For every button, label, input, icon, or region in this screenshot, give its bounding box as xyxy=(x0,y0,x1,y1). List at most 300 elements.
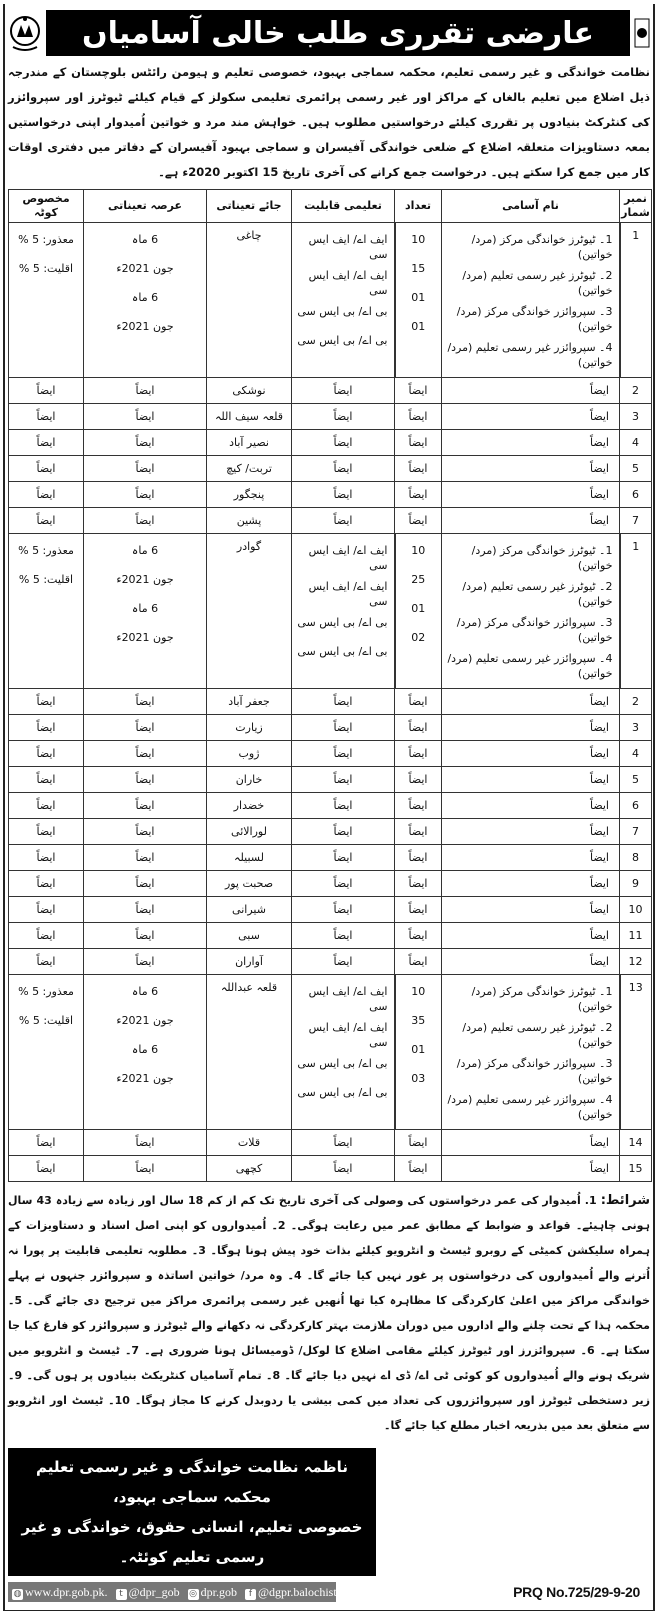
serial-cell xyxy=(620,404,652,430)
table-body xyxy=(9,223,652,1182)
qualification-cell xyxy=(292,845,395,871)
qualification-cell xyxy=(292,223,395,378)
count-cell xyxy=(395,741,442,767)
quota-cell xyxy=(9,793,84,819)
location: پنجگور xyxy=(233,488,265,501)
location: کچھی xyxy=(235,1162,263,1175)
location-cell xyxy=(207,793,292,819)
post-name: 2۔ ٹیوٹرز غیر رسمی تعلیم (مرد/خواتین) xyxy=(462,580,613,608)
post-name-cell xyxy=(442,793,620,819)
duration: جون 2021ء xyxy=(116,573,174,586)
duration-cell xyxy=(84,689,207,715)
same-as-above: ایضاً xyxy=(135,436,155,449)
same-as-above: ایضاً xyxy=(589,1136,609,1149)
location: جعفر آباد xyxy=(228,695,270,708)
same-as-above: ایضاً xyxy=(135,384,155,397)
count-cell xyxy=(395,223,442,378)
serial-cell xyxy=(620,871,652,897)
post-count: 10 xyxy=(411,233,426,246)
qualification: بی اے/ بی ایس سی xyxy=(297,305,388,318)
qualification-cell xyxy=(292,715,395,741)
post-name-cell xyxy=(442,508,620,534)
same-as-above: ایضاً xyxy=(589,929,609,942)
website-text: www.dpr.gob.pk. xyxy=(25,1584,108,1599)
header-duration: عرصہ تعیناتی xyxy=(84,190,207,223)
serial-cell xyxy=(620,975,652,1130)
post-name-cell xyxy=(442,1156,620,1182)
post-name-cell xyxy=(442,456,620,482)
same-as-above: ایضاً xyxy=(36,903,56,916)
same-as-above: ایضاً xyxy=(135,721,155,734)
post-name-cell xyxy=(442,845,620,871)
post-name-cell xyxy=(442,819,620,845)
post-name-cell xyxy=(442,897,620,923)
qualification-cell xyxy=(292,819,395,845)
qualification: بی اے/ بی ایس سی xyxy=(297,616,388,629)
post-count: 35 xyxy=(411,1014,426,1027)
same-as-above: ایضاً xyxy=(36,877,56,890)
same-as-above: ایضاً xyxy=(589,488,609,501)
table-row xyxy=(9,741,652,767)
same-as-above: ایضاً xyxy=(333,462,353,475)
header-post-name: نام آسامی xyxy=(442,190,620,223)
same-as-above: ایضاً xyxy=(135,695,155,708)
advertisement-frame xyxy=(3,4,655,1611)
table-row xyxy=(9,404,652,430)
post-count: 10 xyxy=(411,985,426,998)
header-quota: مخصوص کوٹہ xyxy=(9,190,84,223)
location-cell xyxy=(207,1156,292,1182)
qualification-cell xyxy=(292,1130,395,1156)
table-row xyxy=(9,689,652,715)
facebook-text: @dgpr.balochistan xyxy=(257,1584,348,1599)
website-link[interactable] xyxy=(12,1585,108,1600)
count-cell xyxy=(395,715,442,741)
same-as-above: ایضاً xyxy=(333,799,353,812)
same-as-above: ایضاً xyxy=(333,436,353,449)
serial-number: 4 xyxy=(632,747,639,760)
conditions-text: 1. اُمیدوار کی عمر درخواستوں کی وصولی کی آخری تاریخ تک کم از کم 18 سال اور زیادہ سے زیادہ 43 سال ہونی چاہیئے۔ قواعد و ضوابط کے مطابق عمر میں رعایت ہوگی۔ 2۔ اُمیدواروں کو اپنی اصل اسناد و دستاویزات کے ہمراہ سلیکشن کمیٹی کے روبرو ٹیسٹ و انٹرویو کیلئے بذات خود پیش ہونا ہوگا۔ 3۔ مطلوبہ تعلیمی قابلیت پر پورا نہ اُترنے والے اُمیدواروں کی درخواستوں پر غور نہیں کیا جائے گا۔ 4۔ وہ مرد/ خواتین اساتذہ و سپروائزر جنہوں نے پہلے خواندگی مراکز میں اعلیٰ کارکردگی کا مظاہرہ کیا تھا اُنھیں غیر رسمی پرائمری مراکز میں ترجیح دی جائے گی۔ 5۔ محکمہ ہذا کے تحت چلنے والے اداروں میں دوران ملازمت بہتر کارکردگی نہ دکھانے والے ٹیوٹرز و سپروائزر کو فارغ کیا جا سکتا ہے۔ 6۔ سپروائزرز اور ٹیوٹرز کیلئے مقامی اضلاع کا لوکل/ ڈومیسائل ہونا ضروری ہے۔ 7۔ ٹیسٹ و انٹرویو میں شریک ہونے والے اُمیدواروں کو کوئی ٹی اے/ ڈی اے نہیں دیا جائے گا۔ 8۔ تمام آسامیاں کنٹریکٹ بنیادوں پر ہوں گی۔ 9۔ زیر دستخطی ٹیوٹرز اور سپروائزروں کی تعداد میں کمی بیشی یا ردوبدل کرنے کا مجاز ہوگا۔ 10۔ ٹیسٹ اور انٹرویو سے متعلق بعد میں بذریعہ اخبار مطلع کیا جائے گا۔ xyxy=(8,1194,651,1432)
count-cell xyxy=(395,482,442,508)
header-location: جائے تعیناتی xyxy=(207,190,292,223)
quota-cell xyxy=(9,482,84,508)
same-as-above: ایضاً xyxy=(333,747,353,760)
location-cell xyxy=(207,819,292,845)
instagram-text: dpr.gob xyxy=(200,1584,237,1599)
duration-cell xyxy=(84,456,207,482)
post-name: 2۔ ٹیوٹرز غیر رسمی تعلیم (مرد/خواتین) xyxy=(462,269,613,297)
quota-cell xyxy=(9,689,84,715)
qualification: ایف اے/ ایف ایس سی xyxy=(308,1021,388,1049)
table-row xyxy=(9,534,652,689)
department-seal-icon xyxy=(634,11,650,55)
same-as-above: ایضاً xyxy=(135,799,155,812)
header-count: تعداد xyxy=(395,190,442,223)
qualification-cell xyxy=(292,1156,395,1182)
location: قلعہ سیف اللہ xyxy=(214,410,284,423)
duration-cell xyxy=(84,793,207,819)
same-as-above: ایضاً xyxy=(408,514,428,527)
serial-cell xyxy=(620,508,652,534)
count-cell xyxy=(395,975,442,1130)
table-row xyxy=(9,482,652,508)
qualification: بی اے/ بی ایس سی xyxy=(297,1057,388,1070)
office-line-2: خصوصی تعلیم، انسانی حقوق، خواندگی و غیر رسمی تعلیم کوئٹہ۔ xyxy=(21,1518,363,1566)
location-cell xyxy=(207,975,292,1130)
serial-number: 1 xyxy=(632,540,640,553)
qualification: بی اے/ بی ایس سی xyxy=(297,1086,388,1099)
serial-cell xyxy=(620,949,652,975)
qualification-cell xyxy=(292,741,395,767)
post-name: 2۔ ٹیوٹرز غیر رسمی تعلیم (مرد/خواتین) xyxy=(462,1021,613,1049)
count-cell xyxy=(395,378,442,404)
same-as-above: ایضاً xyxy=(333,773,353,786)
serial-cell xyxy=(620,715,652,741)
same-as-above: ایضاً xyxy=(589,410,609,423)
same-as-above: ایضاً xyxy=(333,410,353,423)
serial-cell xyxy=(620,767,652,793)
post-count: 03 xyxy=(411,1072,426,1085)
same-as-above: ایضاً xyxy=(36,384,56,397)
serial-cell xyxy=(620,793,652,819)
location: پشین xyxy=(236,514,262,527)
qualification: بی اے/ بی ایس سی xyxy=(297,645,388,658)
location: صحبت پور xyxy=(224,877,274,890)
twitter-text: @dpr_gob xyxy=(128,1584,180,1599)
same-as-above: ایضاً xyxy=(408,488,428,501)
same-as-above: ایضاً xyxy=(408,877,428,890)
post-name-cell xyxy=(442,871,620,897)
serial-number: 7 xyxy=(632,825,639,838)
location: شیرانی xyxy=(232,903,266,916)
qualification-cell xyxy=(292,949,395,975)
same-as-above: ایضاً xyxy=(333,1162,353,1175)
post-name: 3۔ سپروائزر خواندگی مرکز (مرد/خواتین) xyxy=(456,305,613,333)
post-name: 4۔ سپروائزر غیر رسمی تعلیم (مرد/خواتین) xyxy=(447,341,613,369)
table-row xyxy=(9,1156,652,1182)
same-as-above: ایضاً xyxy=(408,384,428,397)
government-logo-icon xyxy=(8,11,42,55)
quota-cell xyxy=(9,897,84,923)
location-cell xyxy=(207,689,292,715)
quota-cell xyxy=(9,715,84,741)
location-cell xyxy=(207,1130,292,1156)
duration-cell xyxy=(84,819,207,845)
same-as-above: ایضاً xyxy=(589,851,609,864)
location-cell xyxy=(207,741,292,767)
header-serial: نمبر شمار xyxy=(620,190,652,223)
table-row xyxy=(9,793,652,819)
quota-cell xyxy=(9,508,84,534)
post-name-cell xyxy=(442,975,620,1130)
same-as-above: ایضاً xyxy=(589,514,609,527)
table-row xyxy=(9,975,652,1130)
location: تربت/ کیچ xyxy=(226,462,272,475)
same-as-above: ایضاً xyxy=(333,1136,353,1149)
same-as-above: ایضاً xyxy=(408,799,428,812)
same-as-above: ایضاً xyxy=(589,825,609,838)
same-as-above: ایضاً xyxy=(408,695,428,708)
duration-cell xyxy=(84,404,207,430)
count-cell xyxy=(395,534,442,689)
location: ژوب xyxy=(238,747,260,760)
same-as-above: ایضاً xyxy=(135,514,155,527)
table-row xyxy=(9,456,652,482)
table-row xyxy=(9,378,652,404)
serial-cell xyxy=(620,923,652,949)
same-as-above: ایضاً xyxy=(589,955,609,968)
same-as-above: ایضاً xyxy=(589,903,609,916)
duration: 6 ماہ xyxy=(131,544,159,557)
same-as-above: ایضاً xyxy=(408,436,428,449)
serial-cell xyxy=(620,456,652,482)
location-cell xyxy=(207,897,292,923)
serial-number: 6 xyxy=(632,488,639,501)
qualification-cell xyxy=(292,975,395,1130)
same-as-above: ایضاً xyxy=(589,773,609,786)
serial-number: 3 xyxy=(632,410,639,423)
location-cell xyxy=(207,923,292,949)
quota-cell xyxy=(9,378,84,404)
same-as-above: ایضاً xyxy=(36,747,56,760)
quota-cell xyxy=(9,534,84,689)
post-name: 1۔ ٹیوٹرز خواندگی مرکز (مرد/خواتین) xyxy=(471,544,613,572)
same-as-above: ایضاً xyxy=(36,929,56,942)
same-as-above: ایضاً xyxy=(589,721,609,734)
quota-cell xyxy=(9,949,84,975)
serial-cell xyxy=(620,845,652,871)
post-name-cell xyxy=(442,430,620,456)
duration-cell xyxy=(84,534,207,689)
social-links-bar xyxy=(8,1582,348,1602)
qualification-cell xyxy=(292,793,395,819)
same-as-above: ایضاً xyxy=(333,955,353,968)
same-as-above: ایضاً xyxy=(589,799,609,812)
location-cell xyxy=(207,845,292,871)
duration-cell xyxy=(84,923,207,949)
globe-icon: ◍ xyxy=(13,1588,22,1599)
same-as-above: ایضاً xyxy=(408,773,428,786)
post-count: 01 xyxy=(411,602,426,615)
quota-cell xyxy=(9,404,84,430)
duration-cell xyxy=(84,845,207,871)
qualification-cell xyxy=(292,404,395,430)
serial-number: 12 xyxy=(628,955,643,968)
table-row xyxy=(9,923,652,949)
same-as-above: ایضاً xyxy=(36,410,56,423)
location: قلات xyxy=(237,1136,261,1149)
same-as-above: ایضاً xyxy=(36,514,56,527)
facebook-link[interactable] xyxy=(245,1585,348,1600)
table-row xyxy=(9,1130,652,1156)
quota-cell xyxy=(9,923,84,949)
same-as-above: ایضاً xyxy=(135,1136,155,1149)
duration: جون 2021ء xyxy=(116,1072,174,1085)
serial-cell xyxy=(620,378,652,404)
same-as-above: ایضاً xyxy=(333,851,353,864)
serial-number: 13 xyxy=(628,981,643,994)
location-cell xyxy=(207,456,292,482)
table-row xyxy=(9,430,652,456)
duration: جون 2021ء xyxy=(116,1014,174,1027)
serial-cell xyxy=(620,1156,652,1182)
table-row xyxy=(9,508,652,534)
serial-cell xyxy=(620,689,652,715)
same-as-above: ایضاً xyxy=(408,955,428,968)
duration: 6 ماہ xyxy=(131,602,159,615)
same-as-above: ایضاً xyxy=(135,877,155,890)
same-as-above: ایضاً xyxy=(589,1162,609,1175)
duration-cell xyxy=(84,715,207,741)
location-cell xyxy=(207,508,292,534)
qualification: ایف اے/ ایف ایس سی xyxy=(308,269,388,297)
location-cell xyxy=(207,715,292,741)
count-cell xyxy=(395,819,442,845)
same-as-above: ایضاً xyxy=(333,929,353,942)
location-cell xyxy=(207,482,292,508)
twitter-link[interactable] xyxy=(116,1585,180,1600)
same-as-above: ایضاً xyxy=(408,825,428,838)
same-as-above: ایضاً xyxy=(36,799,56,812)
location: نوشکی xyxy=(232,384,266,397)
post-name-cell xyxy=(442,482,620,508)
qualification-cell xyxy=(292,430,395,456)
instagram-link[interactable] xyxy=(188,1585,237,1600)
duration-cell xyxy=(84,508,207,534)
same-as-above: ایضاً xyxy=(135,825,155,838)
duration-cell xyxy=(84,897,207,923)
qualification-cell xyxy=(292,456,395,482)
vacancies-table xyxy=(8,189,652,1182)
twitter-icon: t xyxy=(116,1589,127,1600)
serial-cell xyxy=(620,741,652,767)
serial-number: 5 xyxy=(632,773,639,786)
post-name: 3۔ سپروائزر خواندگی مرکز (مرد/خواتین) xyxy=(456,616,613,644)
same-as-above: ایضاً xyxy=(333,721,353,734)
duration-cell xyxy=(84,767,207,793)
intro-paragraph: نظامت خواندگی و غیر رسمی تعلیم، محکمہ سماجی بہبود، خصوصی تعلیم و ہیومن رائٹس بلوچستان کے مندرجہ ذیل اضلاع میں تعلیم بالغاں کے مراکز اور غیر رسمی پرائمری تعلیمی سکولز کے قیام کیلئے ٹیوٹرز اور سپروائزر کی کنٹرکٹ بنیادوں پر تقرری کیلئے درخواستیں مطلوب ہیں۔ خواہش مند مرد و خواتین اُمیدوار اپنی درخواستیں بمعہ دستاویزات متعلقہ اضلاع کے ضلعی خواندگی آفیسران و سماجی بہبود آفیسران کے دفاتر میں دفتری اوقات کار میں جمع کرا سکتے ہیں۔ درخواست جمع کرانے کی آخری تاریخ 15 اکتوبر 2020ء ہے۔ xyxy=(8,65,650,179)
same-as-above: ایضاً xyxy=(408,851,428,864)
same-as-above: ایضاً xyxy=(36,436,56,449)
same-as-above: ایضاً xyxy=(36,773,56,786)
same-as-above: ایضاً xyxy=(333,877,353,890)
same-as-above: ایضاً xyxy=(408,410,428,423)
quota-cell xyxy=(9,1130,84,1156)
location-cell xyxy=(207,404,292,430)
qualification: ایف اے/ ایف ایس سی xyxy=(308,985,388,1013)
location-cell xyxy=(207,534,292,689)
duration-cell xyxy=(84,223,207,378)
serial-number: 2 xyxy=(632,695,639,708)
location: چاغی xyxy=(236,229,262,242)
quota-cell xyxy=(9,741,84,767)
quota: معذور: 5 % xyxy=(18,985,74,998)
location-cell xyxy=(207,949,292,975)
qualification-cell xyxy=(292,508,395,534)
same-as-above: ایضاً xyxy=(135,773,155,786)
same-as-above: ایضاً xyxy=(36,851,56,864)
duration-cell xyxy=(84,871,207,897)
qualification: ایف اے/ ایف ایس سی xyxy=(308,544,388,572)
same-as-above: ایضاً xyxy=(135,955,155,968)
duration-cell xyxy=(84,949,207,975)
table-header-row xyxy=(9,190,652,223)
location: خاران xyxy=(235,773,263,786)
serial-number: 1 xyxy=(632,229,640,242)
serial-cell xyxy=(620,819,652,845)
same-as-above: ایضاً xyxy=(333,825,353,838)
qualification-cell xyxy=(292,482,395,508)
serial-cell xyxy=(620,223,652,378)
post-name-cell xyxy=(442,378,620,404)
footer-row xyxy=(8,1582,650,1602)
location-cell xyxy=(207,223,292,378)
same-as-above: ایضاً xyxy=(589,877,609,890)
same-as-above: ایضاً xyxy=(589,384,609,397)
qualification: بی اے/ بی ایس سی xyxy=(297,334,388,347)
same-as-above: ایضاً xyxy=(36,695,56,708)
count-cell xyxy=(395,871,442,897)
duration: 6 ماہ xyxy=(131,291,159,304)
post-name-cell xyxy=(442,534,620,689)
duration: جون 2021ء xyxy=(116,320,174,333)
count-cell xyxy=(395,689,442,715)
same-as-above: ایضاً xyxy=(589,462,609,475)
serial-number: 5 xyxy=(632,462,639,475)
count-cell xyxy=(395,1156,442,1182)
same-as-above: ایضاً xyxy=(135,903,155,916)
same-as-above: ایضاً xyxy=(333,488,353,501)
post-name: 1۔ ٹیوٹرز خواندگی مرکز (مرد/خواتین) xyxy=(471,233,613,261)
table-row xyxy=(9,871,652,897)
same-as-above: ایضاً xyxy=(36,1136,56,1149)
prq-number: PRQ No.725/29-9-20 xyxy=(513,1584,640,1600)
same-as-above: ایضاً xyxy=(135,851,155,864)
quota-cell xyxy=(9,223,84,378)
count-cell xyxy=(395,845,442,871)
count-cell xyxy=(395,430,442,456)
serial-cell xyxy=(620,1130,652,1156)
post-name-cell xyxy=(442,741,620,767)
serial-number: 10 xyxy=(628,903,643,916)
post-name-cell xyxy=(442,1130,620,1156)
same-as-above: ایضاً xyxy=(408,462,428,475)
post-name-cell xyxy=(442,949,620,975)
serial-number: 15 xyxy=(628,1162,643,1175)
quota: اقلیت: 5 % xyxy=(18,262,74,275)
same-as-above: ایضاً xyxy=(589,747,609,760)
post-count: 01 xyxy=(411,1043,426,1056)
serial-number: 3 xyxy=(632,721,639,734)
facebook-icon: f xyxy=(245,1589,256,1600)
same-as-above: ایضاً xyxy=(408,903,428,916)
issuing-office-box xyxy=(8,1448,376,1576)
same-as-above: ایضاً xyxy=(589,695,609,708)
post-name-cell xyxy=(442,767,620,793)
qualification-cell xyxy=(292,534,395,689)
same-as-above: ایضاً xyxy=(36,462,56,475)
location: نصیر آباد xyxy=(229,436,269,449)
post-name: 1۔ ٹیوٹرز خواندگی مرکز (مرد/خواتین) xyxy=(471,985,613,1013)
same-as-above: ایضاً xyxy=(36,1162,56,1175)
count-cell xyxy=(395,767,442,793)
post-name: 3۔ سپروائزر خواندگی مرکز (مرد/خواتین) xyxy=(456,1057,613,1085)
duration: 6 ماہ xyxy=(131,985,159,998)
title-row xyxy=(8,10,650,56)
qualification-cell xyxy=(292,689,395,715)
serial-number: 14 xyxy=(628,1136,643,1149)
duration-cell xyxy=(84,378,207,404)
